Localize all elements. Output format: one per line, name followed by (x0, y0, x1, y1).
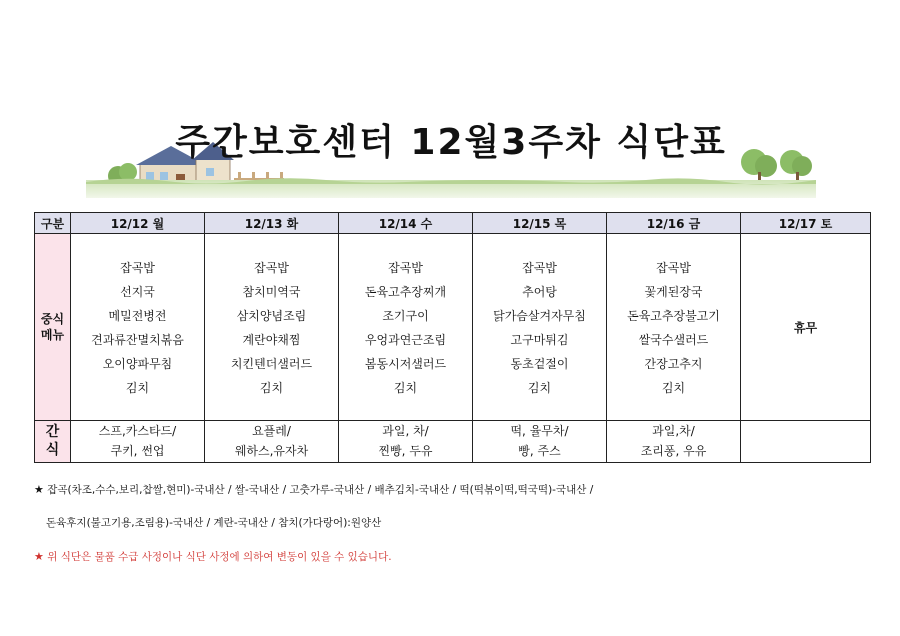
menu-item: 봄동시저샐러드 (364, 356, 447, 371)
menu-item: 견과류잔멸치볶음 (91, 332, 184, 347)
menu-item: 우엉과연근조림 (364, 332, 447, 347)
lunch-cell-thu (473, 234, 607, 421)
menu-item: 닭가슴살겨자무침 (493, 308, 586, 323)
menu-item: 참치미역국 (242, 284, 301, 299)
menu-item: 선지국 (120, 284, 155, 299)
header-label: 구분 (35, 213, 71, 234)
snack-line: 과일, 차/ (382, 424, 429, 438)
menu-item: 고구마튀김 (510, 332, 569, 347)
disclaimer-text: 위 식단은 물품 수급 사정이나 식단 사정에 의하여 변동이 있을 수 있습니다. (47, 551, 392, 563)
menu-item: 잡곡밥 (254, 260, 289, 275)
menu-item: 쌀국수샐러드 (638, 332, 709, 347)
snack-line: 웨하스,유자차 (234, 444, 309, 459)
lunch-label-line2: 메뉴 (40, 328, 65, 342)
snack-line: 스프,카스타드/ (98, 424, 177, 438)
lunch-cell-sat-holiday: 휴무 (741, 234, 871, 421)
lunch-row (35, 234, 871, 421)
snack-row (35, 421, 871, 463)
origin-text-1: 잡곡(차조,수수,보리,찹쌀,현미)-국내산 / 쌀-국내산 / 고춧가루-국내산 / 배추김치-국내산 / 떡(떡볶이떡,떡국떡)-국내산 / (47, 484, 594, 496)
menu-item: 오이양파무침 (102, 356, 173, 371)
snack-line: 쿠키, 썬업 (110, 444, 165, 459)
menu-item: 잡곡밥 (120, 260, 155, 275)
lunch-cell-mon (71, 234, 205, 421)
day-header-thu: 12/15 목 (473, 213, 607, 234)
menu-item: 치킨텐더샐러드 (230, 356, 313, 371)
snack-line: 요플레/ (252, 424, 291, 438)
snack-line: 떡, 율무차/ (510, 424, 569, 438)
menu-item: 조기구이 (382, 308, 429, 323)
grass-strip (86, 176, 816, 198)
menu-item: 삼치양념조림 (236, 308, 307, 323)
snack-cell-fri (607, 421, 741, 463)
menu-item: 꽃게된장국 (644, 284, 703, 299)
day-header-tue: 12/13 화 (205, 213, 339, 234)
snack-cell-mon (71, 421, 205, 463)
menu-item: 김치 (259, 380, 284, 395)
menu-item: 김치 (527, 380, 552, 395)
star-icon: ★ (34, 483, 44, 496)
lunch-label-line1: 중식 (40, 311, 65, 326)
snack-cell-thu (473, 421, 607, 463)
menu-item: 메밀전병전 (108, 308, 167, 323)
menu-item: 잡곡밥 (388, 260, 423, 275)
menu-item: 김치 (125, 380, 150, 395)
menu-table (34, 212, 871, 463)
origin-text-2: 돈육후지(불고기용,조림용)-국내산 / 계란-국내산 / 참치(가다랑어):원양산 (46, 517, 382, 529)
lunch-cell-fri (607, 234, 741, 421)
header-row (35, 213, 871, 234)
menu-item: 간장고추지 (644, 356, 703, 371)
menu-item: 김치 (393, 380, 418, 395)
snack-label-line1: 간 (45, 423, 60, 440)
disclaimer-note (34, 549, 392, 564)
title-banner (86, 100, 816, 200)
snack-line: 찐빵, 두유 (378, 444, 433, 459)
menu-item: 계란야채찜 (242, 332, 301, 347)
menu-item: 잡곡밥 (656, 260, 691, 275)
snack-cell-sat (741, 421, 871, 463)
menu-item: 잡곡밥 (522, 260, 557, 275)
menu-item: 김치 (661, 380, 686, 395)
snack-label (35, 421, 71, 463)
menu-item: 동초겉절이 (510, 356, 569, 371)
origin-note-2 (46, 515, 381, 530)
lunch-label (35, 234, 71, 421)
menu-item: 돈육고추장불고기 (627, 308, 720, 323)
day-header-sat: 12/17 토 (741, 213, 871, 234)
page-title: 주간보호센터 12월3주차 식단표 (175, 122, 727, 163)
menu-item: 돈육고추장찌개 (364, 284, 447, 299)
snack-cell-tue (205, 421, 339, 463)
snack-label-line2: 식 (45, 442, 60, 459)
day-header-mon: 12/12 월 (71, 213, 205, 234)
snack-cell-wed (339, 421, 473, 463)
snack-line: 과일,차/ (652, 424, 695, 438)
day-header-wed: 12/14 수 (339, 213, 473, 234)
snack-line: 빵, 주스 (518, 444, 561, 459)
snack-line: 조리퐁, 우유 (640, 444, 707, 459)
menu-item: 추어탕 (522, 284, 557, 299)
star-icon: ★ (34, 550, 44, 563)
origin-note-1 (34, 482, 593, 497)
lunch-cell-tue (205, 234, 339, 421)
lunch-cell-wed (339, 234, 473, 421)
day-header-fri: 12/16 금 (607, 213, 741, 234)
